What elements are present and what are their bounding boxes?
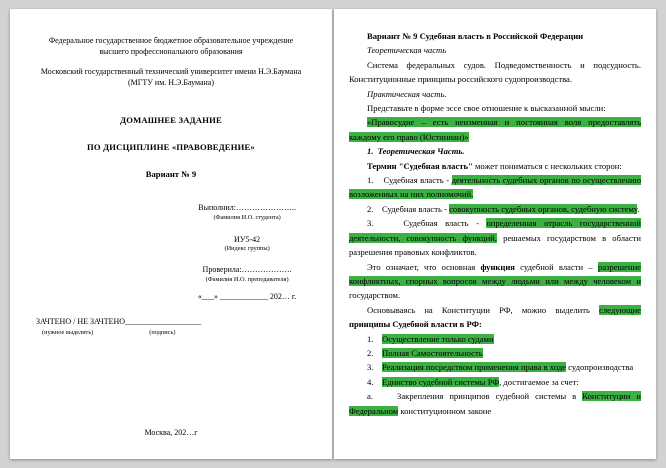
text-run: "Судебная власть" bbox=[396, 160, 473, 171]
group-hint: (Индекс группы) bbox=[224, 245, 270, 252]
highlighted-text: Единство судебной системы РФ bbox=[382, 376, 500, 387]
text-run: государством. bbox=[349, 290, 401, 301]
paragraph bbox=[349, 332, 641, 346]
grade-line: ЗАЧТЕНО / НЕ ЗАЧТЕНО___________________ bbox=[36, 317, 202, 326]
highlighted-text: разрешение конфликтных, спорных вопросов между людьми или между человеком и bbox=[349, 261, 641, 286]
page-right bbox=[334, 9, 656, 459]
text-run: Это означает, что основная bbox=[367, 261, 481, 272]
paragraph bbox=[349, 375, 641, 389]
text-run: конституционном законе bbox=[398, 405, 492, 416]
institution-header bbox=[22, 35, 320, 57]
paragraph bbox=[349, 144, 641, 158]
institution-line2: высшего профессионального образования bbox=[99, 47, 243, 56]
paragraph bbox=[349, 360, 641, 374]
text-run: . bbox=[637, 203, 640, 214]
text-run: Вариант № 9 Судебная власть в Российской Федерации bbox=[367, 31, 584, 41]
checked-by-line: Проверила:………………. bbox=[202, 265, 292, 274]
text-run: 2. bbox=[367, 347, 383, 358]
discipline-title: ПО ДИСЦИПЛИНЕ «ПРАВОВЕДЕНИЕ» bbox=[87, 142, 255, 152]
text-run: может пониматься с нескольких сторон: bbox=[472, 160, 622, 171]
paragraph bbox=[349, 58, 641, 87]
text-run: Термин bbox=[367, 160, 397, 171]
text-run: судопроизводства bbox=[566, 362, 634, 373]
filled-by-hint: (Фамилия И.О. студента) bbox=[213, 214, 281, 221]
paragraph bbox=[349, 216, 641, 259]
text-run: 4. bbox=[367, 376, 383, 387]
text-run: функция bbox=[480, 261, 515, 272]
checked-by-hint: (Фамилия И.О. преподавателя) bbox=[205, 276, 289, 283]
university-line1: Московский государственный технический университет имени Н.Э.Баумана bbox=[40, 67, 302, 76]
text-run: принципы Судебной власти в РФ: bbox=[349, 319, 482, 330]
paragraph bbox=[349, 29, 641, 43]
paragraph bbox=[349, 101, 641, 115]
university-name bbox=[22, 66, 320, 88]
paragraph bbox=[349, 115, 641, 144]
highlighted-text: Реализация посредством применения права в ходе bbox=[382, 362, 566, 373]
paragraph bbox=[349, 389, 641, 418]
paragraph bbox=[349, 202, 641, 216]
paragraph bbox=[349, 260, 641, 303]
text-run: решаемых государством в области разрешения правовых конфликтов. bbox=[349, 232, 642, 258]
text-run: 3. Судебная власть - bbox=[367, 218, 487, 229]
highlighted-text: Конституции и Федеральном bbox=[349, 391, 641, 416]
highlighted-text: Полная Самостоятельность bbox=[382, 347, 483, 358]
text-run: 1. bbox=[367, 333, 383, 344]
document-title: ДОМАШНЕЕ ЗАДАНИЕ bbox=[120, 115, 222, 125]
variant-label: Вариант № 9 bbox=[145, 169, 197, 179]
text-run: Теоретическая часть bbox=[367, 45, 447, 56]
paragraph bbox=[349, 87, 641, 101]
paragraph bbox=[349, 346, 641, 360]
grade-hint-signature: (подпись) bbox=[149, 329, 176, 336]
group-index: ИУ5-42 bbox=[234, 235, 261, 244]
text-run: Практическая часть. bbox=[367, 88, 447, 99]
highlighted-text: определенная отрасль государственной деятельности, совокупность функций, bbox=[349, 218, 641, 243]
text-run: а. Закрепления принципов судебной системы в bbox=[367, 391, 583, 402]
highlighted-text: следующие bbox=[599, 304, 641, 315]
text-run: 3. bbox=[367, 362, 383, 373]
highlighted-text: Осуществление только судами bbox=[382, 333, 494, 344]
university-line2: (МГТУ им. Н.Э.Баумана) bbox=[127, 78, 215, 87]
paragraph bbox=[349, 173, 641, 202]
paragraph bbox=[349, 43, 641, 57]
text-run: 1. Судебная власть - bbox=[367, 175, 452, 186]
text-run: , достигаемое за счет: bbox=[499, 376, 579, 387]
grade-hint-select: (нужное выделить) bbox=[42, 329, 94, 336]
text-run: 2. Судебная власть - bbox=[367, 203, 450, 214]
institution-line1: Федеральное государственное бюджетное образовательное учреждение bbox=[48, 36, 294, 45]
right-page-content bbox=[349, 29, 641, 418]
text-run: судебной власти – bbox=[514, 261, 598, 272]
text-run: 1. Теоретическая Часть. bbox=[367, 146, 465, 157]
text-run: Основываясь на Конституции РФ, можно выделить bbox=[367, 304, 600, 315]
page-left bbox=[10, 9, 332, 459]
highlighted-text: деятельность судебных органов по осуществлению возложенных на них полномочий. bbox=[349, 175, 641, 200]
filled-by-line: Выполнил:………………….. bbox=[198, 203, 296, 212]
paragraph bbox=[349, 159, 641, 173]
highlighted-text: совокупность судебных органов, судебную систему bbox=[449, 203, 638, 214]
city-year-line: Москва, 202…г bbox=[144, 428, 198, 437]
grade-hints bbox=[42, 329, 175, 336]
date-line: «___» ____________ 202… г. bbox=[197, 292, 297, 301]
highlighted-text: «Правосудие – есть неизменная и постоянная воля предоставлять каждому его право (Юстиниан)» bbox=[349, 117, 641, 142]
text-run: Система федеральных судов. Подведомственность и подсудность. Конституционные принципы российского судопроизводства. bbox=[349, 59, 641, 85]
paragraph bbox=[349, 303, 641, 332]
text-run: Представьте в форме эссе свое отношение к высказанной мысли: bbox=[367, 103, 606, 114]
